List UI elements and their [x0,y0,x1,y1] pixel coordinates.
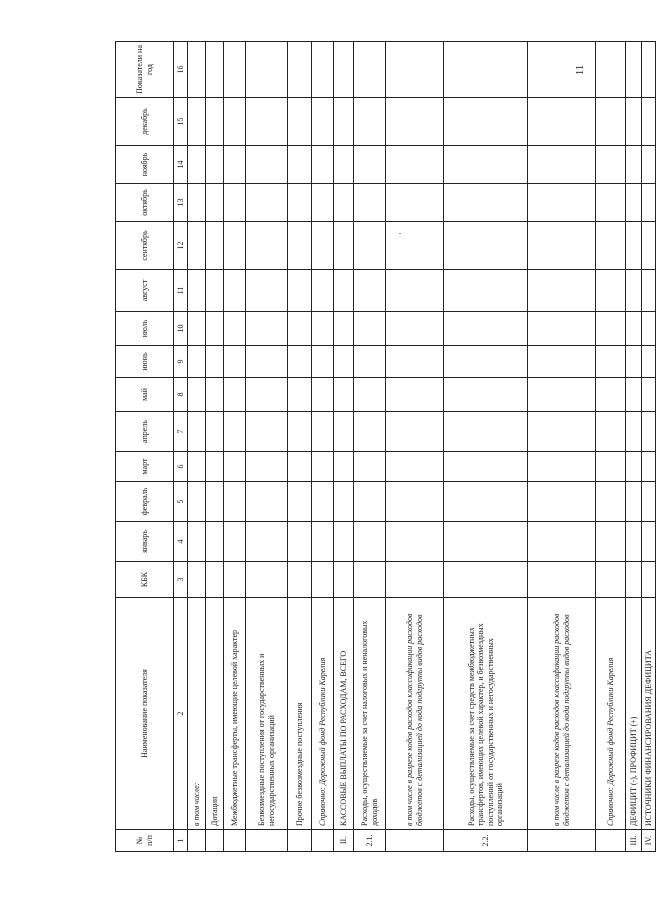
value-cell [354,270,386,312]
value-cell [444,222,528,270]
header-cell: КБК [116,562,174,598]
value-cell [596,184,626,222]
header-cell: Показатели на год [116,42,174,98]
value-cell [224,482,246,522]
value-cell [288,270,312,312]
value-cell [224,42,246,98]
value-cell [444,98,528,146]
row-name: Расходы, осуществляемые за счет налоговых и неналоговых доходов [354,598,386,830]
value-cell [642,452,656,482]
value-cell [334,312,354,346]
row-name: ДЕФИЦИТ (-), ПРОФИЦИТ (+) [626,598,642,830]
header-cell: сентябрь [116,222,174,270]
value-cell [444,184,528,222]
value-cell [288,312,312,346]
value-cell [626,412,642,452]
value-cell [596,312,626,346]
value-cell [386,98,444,146]
value-cell [246,562,288,598]
value-cell [386,222,444,270]
table-row [444,42,528,852]
value-cell [596,562,626,598]
value-cell [528,522,596,562]
value-cell [642,312,656,346]
row-name: Расходы, осуществляемые за счет средств межбюджетных трансфертов, имеющих целевой характер, и безвозмездных поступлений от государственных и негосударственных организаций [444,598,528,830]
value-cell [528,562,596,598]
value-cell [642,522,656,562]
row-number [206,830,224,852]
value-cell [528,412,596,452]
value-cell [288,98,312,146]
value-cell [596,222,626,270]
row-name: Межбюджетные трансферты, имеющие целевой характер [224,598,246,830]
row-number [312,830,334,852]
value-cell [354,312,386,346]
column-number: 11 [174,270,188,312]
table-row [386,42,444,852]
value-cell [188,482,206,522]
value-cell [354,346,386,378]
row-name: Прочие безвозмездные поступления [288,598,312,830]
value-cell [246,270,288,312]
header-cell: Наименование показателя [116,598,174,830]
value-cell [334,482,354,522]
value-cell [288,184,312,222]
table-row [188,42,206,852]
value-cell [642,98,656,146]
value-cell [246,98,288,146]
row-number [288,830,312,852]
value-cell [334,562,354,598]
value-cell [386,562,444,598]
column-number: 14 [174,146,188,184]
column-number: 3 [174,562,188,598]
value-cell [188,222,206,270]
value-cell [334,522,354,562]
value-cell [334,42,354,98]
value-cell [626,378,642,412]
value-cell [528,42,596,98]
value-cell [288,562,312,598]
column-number: 5 [174,482,188,522]
row-name: в том числе в разрезе кодов расходов классификации расходов бюджетов с детализацией до кода подгруппы видов расходов [386,598,444,830]
row-name: в том числе в разрезе кодов расходов классификации расходов бюджетов с детализацией до кода подгруппы видов расходов [528,598,596,830]
value-cell [354,184,386,222]
table-row [596,42,626,852]
column-number: 2 [174,598,188,830]
row-name: Безвозмездные поступления от государственных и негосударственных организаций [246,598,288,830]
value-cell [312,184,334,222]
value-cell [528,312,596,346]
value-cell [188,184,206,222]
value-cell [444,42,528,98]
table-row [246,42,288,852]
value-cell [188,378,206,412]
value-cell [188,346,206,378]
value-cell [386,412,444,452]
value-cell [206,312,224,346]
value-cell [642,346,656,378]
value-cell [642,146,656,184]
value-cell [386,146,444,184]
value-cell [288,522,312,562]
header-cell: март [116,452,174,482]
value-cell [246,222,288,270]
value-cell [444,522,528,562]
value-cell [224,562,246,598]
value-cell [246,346,288,378]
column-number: 9 [174,346,188,378]
value-cell [642,184,656,222]
value-cell [224,270,246,312]
value-cell [288,222,312,270]
value-cell [206,346,224,378]
row-number [596,830,626,852]
budget-table [115,41,656,852]
value-cell [312,146,334,184]
column-number: 13 [174,184,188,222]
value-cell [224,412,246,452]
value-cell [206,146,224,184]
column-number: 1 [174,830,188,852]
value-cell [206,222,224,270]
value-cell [626,42,642,98]
row-name: в том числе: [188,598,206,830]
value-cell [596,346,626,378]
value-cell [312,562,334,598]
value-cell [188,146,206,184]
value-cell [354,98,386,146]
column-number: 15 [174,98,188,146]
value-cell [246,378,288,412]
value-cell [312,222,334,270]
header-cell: № п/п [116,830,174,852]
value-cell [206,412,224,452]
value-cell [354,482,386,522]
table-row [528,42,596,852]
value-cell [596,378,626,412]
value-cell [206,378,224,412]
value-cell [206,98,224,146]
table-row [334,42,354,852]
value-cell [334,98,354,146]
value-cell [626,146,642,184]
row-number: 2.1. [354,830,386,852]
value-cell [246,522,288,562]
value-cell [528,222,596,270]
header-cell: январь [116,522,174,562]
table-frame [115,45,653,852]
row-name: Справочно: Дорожный фонд Республики Карелия [596,598,626,830]
value-cell [334,146,354,184]
row-number [224,830,246,852]
header-cell: февраль [116,482,174,522]
row-number [528,830,596,852]
value-cell [354,522,386,562]
value-cell [246,482,288,522]
column-number: 12 [174,222,188,270]
value-cell [246,452,288,482]
value-cell [596,42,626,98]
value-cell [528,146,596,184]
value-cell [224,184,246,222]
value-cell [596,270,626,312]
header-row [116,42,174,852]
value-cell [288,42,312,98]
value-cell [188,562,206,598]
value-cell [312,482,334,522]
header-cell: ноябрь [116,146,174,184]
value-cell [386,522,444,562]
row-name: Дотации [206,598,224,830]
value-cell [334,184,354,222]
value-cell [188,452,206,482]
value-cell [246,412,288,452]
value-cell [386,42,444,98]
value-cell [626,270,642,312]
value-cell [334,412,354,452]
value-cell [206,452,224,482]
column-number: 6 [174,452,188,482]
value-cell [386,346,444,378]
page-number: 11 [574,64,586,76]
value-cell [354,222,386,270]
value-cell [596,98,626,146]
value-cell [312,412,334,452]
value-cell [312,270,334,312]
value-cell [528,184,596,222]
table-row [626,42,642,852]
value-cell [354,562,386,598]
value-cell [288,412,312,452]
column-number: 10 [174,312,188,346]
value-cell [354,452,386,482]
table-row [206,42,224,852]
column-number: 4 [174,522,188,562]
value-cell [626,482,642,522]
table-row [354,42,386,852]
value-cell [334,222,354,270]
value-cell [444,346,528,378]
value-cell [444,562,528,598]
value-cell [642,378,656,412]
value-cell [224,452,246,482]
value-cell [386,270,444,312]
value-cell [528,346,596,378]
table-body [188,42,656,852]
value-cell [224,312,246,346]
value-cell [386,482,444,522]
value-cell [444,146,528,184]
value-cell [224,146,246,184]
header-cell: июнь [116,346,174,378]
value-cell [596,482,626,522]
header-cell: октябрь [116,184,174,222]
value-cell [528,378,596,412]
value-cell [206,562,224,598]
value-cell [188,98,206,146]
value-cell [246,312,288,346]
value-cell [642,222,656,270]
value-cell [312,346,334,378]
value-cell [334,452,354,482]
value-cell [354,42,386,98]
value-cell [596,412,626,452]
value-cell [188,522,206,562]
value-cell [288,378,312,412]
value-cell [206,482,224,522]
table-row [642,42,656,852]
value-cell [444,452,528,482]
value-cell [312,378,334,412]
value-cell [312,42,334,98]
value-cell [386,452,444,482]
header-cell: июль [116,312,174,346]
value-cell [334,270,354,312]
value-cell [312,312,334,346]
value-cell [334,378,354,412]
row-name: КАССОВЫЕ ВЫПЛАТЫ ПО РАСХОДАМ, ВСЕГО [334,598,354,830]
value-cell [626,312,642,346]
value-cell [626,222,642,270]
value-cell [354,146,386,184]
row-number [386,830,444,852]
value-cell [224,378,246,412]
table-row [224,42,246,852]
header-cell: май [116,378,174,412]
value-cell [626,346,642,378]
header-cell: апрель [116,412,174,452]
value-cell [626,522,642,562]
value-cell [528,482,596,522]
value-cell [596,522,626,562]
value-cell [642,482,656,522]
value-cell [288,452,312,482]
value-cell [288,482,312,522]
value-cell [246,184,288,222]
value-cell [312,522,334,562]
value-cell [288,346,312,378]
value-cell [642,270,656,312]
value-cell [188,42,206,98]
value-cell [246,42,288,98]
value-cell [224,346,246,378]
value-cell [444,270,528,312]
column-number-row [174,42,188,852]
value-cell [246,146,288,184]
row-name: Справочно: Дорожный фонд Республики Карелия [312,598,334,830]
value-cell [444,412,528,452]
header-cell: декабрь [116,98,174,146]
column-number: 7 [174,412,188,452]
value-cell [224,522,246,562]
value-cell [354,378,386,412]
value-cell [642,42,656,98]
value-cell [312,98,334,146]
value-cell [354,412,386,452]
value-cell [288,146,312,184]
value-cell [528,452,596,482]
value-cell [206,42,224,98]
row-number: IV. [642,830,656,852]
row-number: III. [626,830,642,852]
value-cell [224,222,246,270]
table-row [312,42,334,852]
row-number: 2.2. [444,830,528,852]
value-cell [188,412,206,452]
value-cell [224,98,246,146]
value-cell [626,562,642,598]
value-cell [188,312,206,346]
value-cell [206,270,224,312]
value-cell [596,452,626,482]
value-cell [626,184,642,222]
row-number [188,830,206,852]
header-cell: август [116,270,174,312]
value-cell [334,346,354,378]
value-cell [528,98,596,146]
row-name: ИСТОЧНИКИ ФИНАНСИРОВАНИЯ ДЕФИЦИТА [642,598,656,830]
column-number: 8 [174,378,188,412]
value-cell [596,146,626,184]
value-cell [642,562,656,598]
value-cell [444,378,528,412]
value-cell [386,378,444,412]
value-cell [626,452,642,482]
value-cell [386,184,444,222]
column-number: 16 [174,42,188,98]
value-cell [188,270,206,312]
row-number [246,830,288,852]
value-cell [444,482,528,522]
row-number: II. [334,830,354,852]
value-cell [206,522,224,562]
value-cell [386,312,444,346]
value-cell [528,270,596,312]
value-cell [626,98,642,146]
table-row [288,42,312,852]
value-cell [444,312,528,346]
value-cell [312,452,334,482]
value-cell [206,184,224,222]
value-cell [642,412,656,452]
